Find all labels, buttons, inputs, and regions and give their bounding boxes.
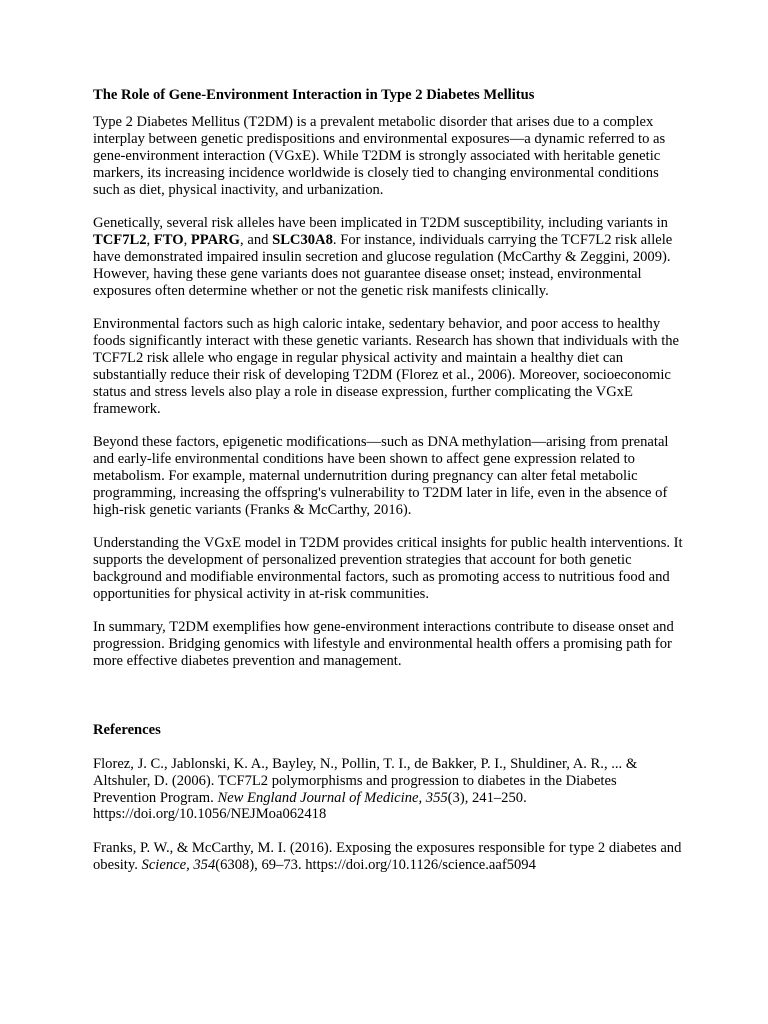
paragraph-genetics <box>93 215 683 300</box>
paragraph-epigenetics: Beyond these factors, epigenetic modifications—such as DNA methylation—arising from prenatal and early-life environmental conditions have been shown to affect gene expression related to metabolism. For example, maternal undernutrition during pregnancy can alter fetal metabolic programming, increasing the offspring's vulnerability to T2DM later in life, even in the absence of high-risk genetic variants (Franks & McCarthy, 2016). <box>93 433 669 518</box>
gene-separator: , <box>146 231 154 248</box>
reference-florez <box>93 756 683 824</box>
paragraph-intro: Type 2 Diabetes Mellitus (T2DM) is a prevalent metabolic disorder that arises due to a complex interplay between genetic predispositions and environmental exposures—a dynamic referred to as gene-environment interaction (VGxE). While T2DM is strongly associated with heritable genetic markers, its increasing incidence worldwide is closely tied to changing environmental conditions such as diet, physical inactivity, and urbanization. <box>93 113 666 198</box>
reference-franks <box>93 840 683 874</box>
paragraph-interventions: Understanding the VGxE model in T2DM provides critical insights for public health interventions. It supports the development of personalized prevention strategies that account for both genetic background and modifiable environmental factors, such as promoting access to nutritious food and opportunities for physical activity in at-risk communities. <box>93 534 683 602</box>
gene-tcf7l2: TCF7L2 <box>93 231 147 248</box>
gene-separator: , <box>183 231 191 248</box>
reference-florez-authors: Florez, J. C., Jablonski, K. A., Bayley, N., Pollin, T. I., de Bakker, P. I., Shuldiner, A. R., ... & Altshuler, D. (2006). TCF7L2 polymorphisms and progression to diabetes in the Diabetes Prevention Program. <box>93 755 638 806</box>
paragraph-summary: In summary, T2DM exemplifies how gene-environment interactions contribute to disease onset and progression. Bridging genomics with lifestyle and environmental health offers a promising path for more effective diabetes prevention and management. <box>93 619 674 669</box>
gene-slc30a8: SLC30A8 <box>272 231 333 248</box>
reference-florez-journal: New England Journal of Medicine, 355 <box>217 789 448 806</box>
reference-franks-journal: Science, 354 <box>141 856 216 873</box>
reference-florez-details: (3), 241–250. https://doi.org/10.1056/NEJMoa062418 <box>93 789 527 823</box>
paragraph-environment: Environmental factors such as high caloric intake, sedentary behavior, and poor access to healthy foods significantly interact with these genetic variants. Research has shown that individuals with the TCF7L2 risk allele who engage in regular physical activity and maintain a healthy diet can substantially reduce their risk of developing T2DM (Florez et al., 2006). Moreover, socioeconomic status and stress levels also play a role in disease expression, further complicating the VGxE framework. <box>93 315 680 417</box>
gene-separator: , and <box>240 231 273 248</box>
reference-franks-details: (6308), 69–73. https://doi.org/10.1126/science.aaf5094 <box>215 856 536 873</box>
reference-franks-authors: Franks, P. W., & McCarthy, M. I. (2016). Exposing the exposures responsible for type 2 diabetes and obesity. <box>93 839 682 873</box>
paragraph-genetics-text-end: . For instance, individuals carrying the TCF7L2 risk allele have demonstrated impaired insulin secretion and glucose regulation (McCarthy & Zeggini, 2009). However, having these gene variants does not guarantee disease onset; instead, environmental exposures often determine whether or not the genetic risk manifests clinically. <box>93 231 673 299</box>
gene-fto: FTO <box>153 231 184 248</box>
references-heading: References <box>93 721 161 738</box>
gene-pparg: PPARG <box>190 231 241 248</box>
document-title: The Role of Gene-Environment Interaction in Type 2 Diabetes Mellitus <box>93 87 535 103</box>
document-page <box>93 87 683 890</box>
paragraph-genetics-text-start: Genetically, several risk alleles have been implicated in T2DM susceptibility, including variants in <box>93 214 668 231</box>
